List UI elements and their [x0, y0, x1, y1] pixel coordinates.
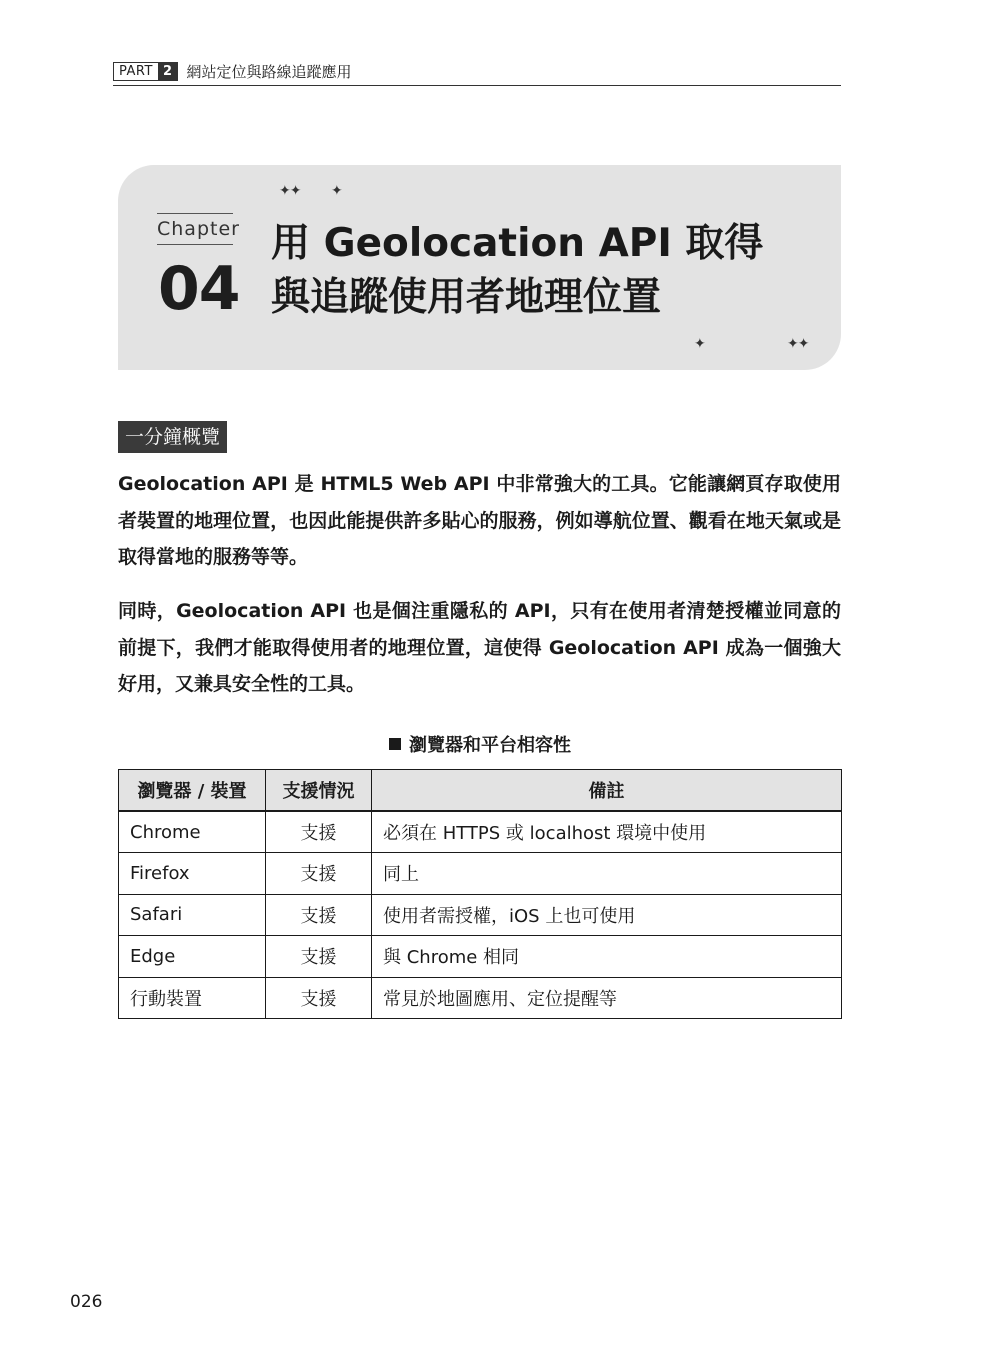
support-cell: 支援 — [266, 853, 372, 895]
browser-cell: Edge — [119, 936, 266, 978]
note-cell: 與 Chrome 相同 — [372, 936, 842, 978]
table-caption-text: 瀏覽器和平台相容性 — [409, 735, 571, 756]
sparkle-icon: ✦ — [694, 336, 705, 352]
table-row — [119, 977, 842, 1019]
part-number: 2 — [158, 63, 178, 80]
note-cell: 必須在 HTTPS 或 localhost 環境中使用 — [372, 811, 842, 853]
page-number: 026 — [70, 1292, 103, 1312]
chapter-label: Chapter — [157, 213, 233, 245]
column-header: 瀏覽器 / 裝置 — [119, 770, 266, 812]
chapter-banner — [118, 165, 841, 370]
support-cell: 支援 — [266, 936, 372, 978]
browser-cell: Firefox — [119, 853, 266, 895]
sparkle-icon: ✦✦ — [787, 336, 809, 352]
part-badge — [113, 62, 178, 81]
table-row — [119, 853, 842, 895]
table-row — [119, 894, 842, 936]
note-cell: 使用者需授權，iOS 上也可使用 — [372, 894, 842, 936]
table-row — [119, 811, 842, 853]
browser-cell: Safari — [119, 894, 266, 936]
square-bullet-icon — [389, 738, 401, 750]
body-paragraph: 同時，Geolocation API 也是個注重隱私的 API，只有在使用者清楚授權並同意的前提下，我們才能取得使用者的地理位置，這使得 Geolocation API 成為一個強大好用，又兼具安全性的工具。 — [118, 600, 841, 695]
sparkle-icon: ✦ — [331, 183, 342, 199]
chapter-title-line-1: 用 Geolocation API 取得 — [271, 221, 764, 266]
chapter-number: 04 — [158, 254, 240, 324]
table-caption — [0, 731, 960, 757]
note-cell: 同上 — [372, 853, 842, 895]
sparkle-icon: ✦✦ — [279, 183, 301, 199]
table-header-row — [119, 770, 842, 812]
running-header — [113, 58, 841, 86]
support-cell: 支援 — [266, 894, 372, 936]
table-row — [119, 936, 842, 978]
chapter-title — [271, 217, 831, 325]
column-header: 備註 — [372, 770, 842, 812]
body-paragraph: Geolocation API 是 HTML5 Web API 中非常強大的工具。它能讓網頁存取使用者裝置的地理位置，也因此能提供許多貼心的服務，例如導航位置、觀看在地天氣或是取得當地的服務等等。 — [118, 473, 841, 568]
note-cell: 常見於地圖應用、定位提醒等 — [372, 977, 842, 1019]
chapter-title-line-2: 與追蹤使用者地理位置 — [271, 275, 662, 320]
column-header: 支援情況 — [266, 770, 372, 812]
support-cell: 支援 — [266, 811, 372, 853]
part-label: PART — [119, 64, 153, 79]
compatibility-table — [118, 769, 842, 1019]
section-heading: 一分鐘概覽 — [118, 421, 227, 453]
support-cell: 支援 — [266, 977, 372, 1019]
browser-cell: 行動裝置 — [119, 977, 266, 1019]
browser-cell: Chrome — [119, 811, 266, 853]
part-title: 網站定位與路線追蹤應用 — [186, 63, 352, 81]
